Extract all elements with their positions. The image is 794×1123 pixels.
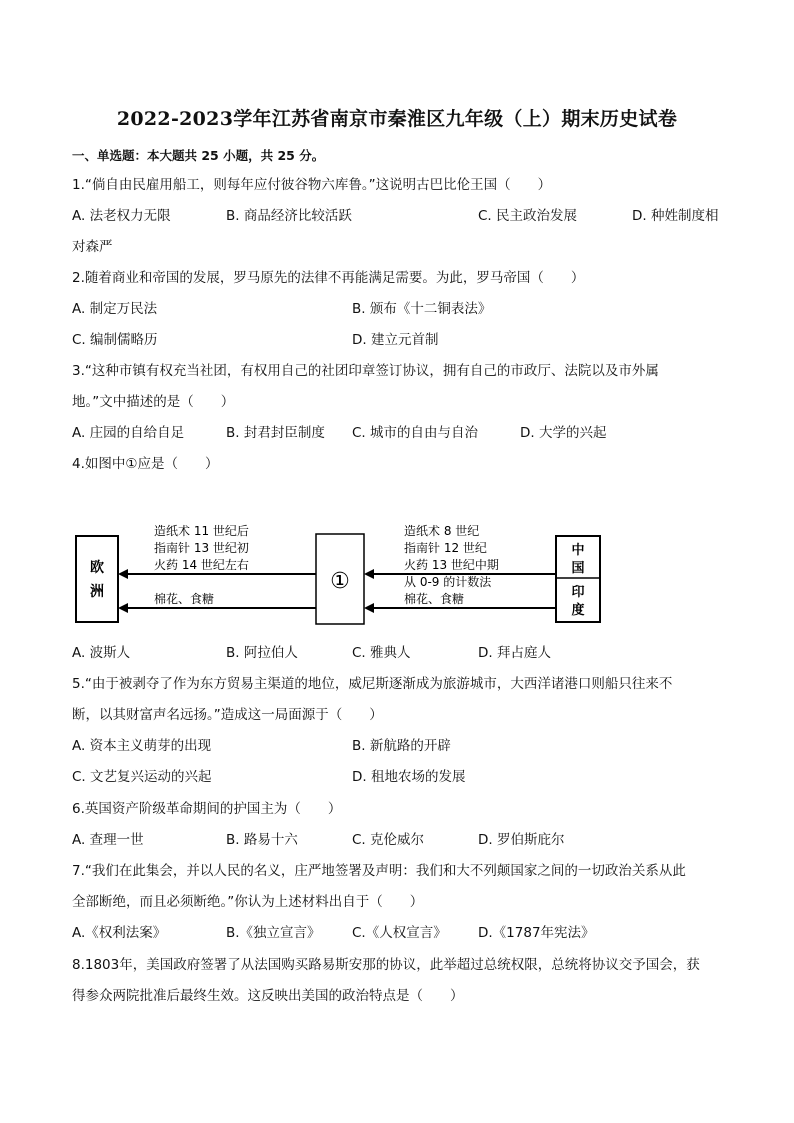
china-label-1: 中 — [571, 543, 585, 558]
europe-box — [76, 536, 118, 622]
q3-option-c[interactable]: C. 城市的自由与自治 — [352, 425, 479, 441]
q7-option-c[interactable]: C.《人权宣言》 — [352, 925, 447, 941]
q1-option-b[interactable]: B. 商品经济比较活跃 — [226, 208, 352, 224]
q5-option-d[interactable]: D. 租地农场的发展 — [352, 769, 466, 785]
question-3-stem-line-1: 3.“这种市镇有权充当社团，有权用自己的社团印章签订协议，拥有自己的市政厅、法院以及市外属 — [72, 363, 659, 379]
q3-option-b[interactable]: B. 封君封臣制度 — [226, 425, 325, 441]
europe-label-2: 洲 — [90, 584, 104, 600]
question-2-stem: 2.随着商业和帝国的发展，罗马原先的法律不再能满足需要。为此，罗马帝国（ ） — [72, 270, 585, 286]
question-3-stem-line-2: 地。”文中描述的是（ ） — [72, 394, 235, 410]
q1-option-d-continued: 对森严 — [72, 239, 113, 255]
exam-title: 2022-2023学年江苏省南京市秦淮区九年级（上）期末历史试卷 — [116, 108, 678, 130]
question-4-stem: 4.如图中①应是（ ） — [72, 456, 219, 472]
q5-option-a[interactable]: A. 资本主义萌芽的出现 — [72, 738, 212, 754]
question-5-stem-line-2: 断，以其财富声名远扬。”造成这一局面源于（ ） — [72, 707, 383, 723]
left-arrow-label-1: 造纸术 11 世纪后 — [154, 524, 249, 538]
q6-option-a[interactable]: A. 查理一世 — [72, 832, 144, 848]
q1-option-d[interactable]: D. 种姓制度相 — [632, 208, 719, 224]
q7-option-b[interactable]: B.《独立宣言》 — [226, 925, 321, 941]
china-label-2: 国 — [571, 561, 585, 576]
q6-option-c[interactable]: C. 克伦威尔 — [352, 832, 425, 848]
q2-option-d[interactable]: D. 建立元首制 — [352, 332, 439, 348]
question-6-stem: 6.英国资产阶级革命期间的护国主为（ ） — [72, 801, 342, 817]
q4-option-b[interactable]: B. 阿拉伯人 — [226, 645, 298, 661]
q6-option-b[interactable]: B. 路易十六 — [226, 832, 298, 848]
middle-box-label: ① — [330, 569, 350, 594]
q7-option-a[interactable]: A.《权利法案》 — [72, 925, 167, 941]
question-1-stem: 1.“倘自由民雇用船工，则每年应付彼谷物六库鲁。”这说明古巴比伦王国（ ） — [72, 177, 552, 193]
left-arrow-label-3: 火药 14 世纪左右 — [154, 558, 249, 572]
india-label-1: 印 — [571, 585, 585, 600]
q5-option-c[interactable]: C. 文艺复兴运动的兴起 — [72, 769, 212, 785]
right-arrow-lower-label: 棉花、食糖 — [404, 592, 465, 606]
q2-option-c[interactable]: C. 编制儒略历 — [72, 332, 158, 348]
q7-option-d[interactable]: D.《1787年宪法》 — [478, 925, 595, 941]
trade-diagram — [70, 510, 610, 630]
right-arrow-label-3: 火药 13 世纪中期 — [404, 558, 499, 572]
india-label-2: 度 — [571, 603, 585, 618]
question-7-stem-line-2: 全部断绝，而且必须断绝。”你认为上述材料出自于（ ） — [72, 894, 424, 910]
q3-option-d[interactable]: D. 大学的兴起 — [520, 425, 607, 441]
q4-option-c[interactable]: C. 雅典人 — [352, 645, 411, 661]
question-7-stem-line-1: 7.“我们在此集会，并以人民的名义，庄严地签署及声明：我们和大不列颠国家之间的一切政治关系从此 — [72, 863, 686, 879]
q5-option-b[interactable]: B. 新航路的开辟 — [352, 738, 451, 754]
section-heading: 一、单选题：本大题共 25 小题，共 25 分。 — [72, 148, 325, 163]
q1-option-a[interactable]: A. 法老权力无限 — [72, 208, 171, 224]
q2-option-a[interactable]: A. 制定万民法 — [72, 301, 158, 317]
right-arrow-label-1: 造纸术 8 世纪 — [404, 524, 480, 538]
q3-option-a[interactable]: A. 庄园的自给自足 — [72, 425, 185, 441]
right-arrow-label-2: 指南针 12 世纪 — [404, 541, 487, 555]
europe-label-1: 欧 — [90, 560, 104, 576]
right-arrow-label-4: 从 0-9 的计数法 — [404, 575, 492, 589]
q6-option-d[interactable]: D. 罗伯斯庇尔 — [478, 832, 565, 848]
q2-option-b[interactable]: B. 颁布《十二铜表法》 — [352, 301, 492, 317]
q4-option-a[interactable]: A. 波斯人 — [72, 645, 131, 661]
q4-option-d[interactable]: D. 拜占庭人 — [478, 645, 551, 661]
question-5-stem-line-1: 5.“由于被剥夺了作为东方贸易主渠道的地位，威尼斯逐渐成为旅游城市，大西洋诸港口则船只往来不 — [72, 676, 673, 692]
left-arrow-lower-label: 棉花、食糖 — [154, 592, 215, 606]
q1-option-c[interactable]: C. 民主政治发展 — [478, 208, 578, 224]
left-arrow-label-2: 指南针 13 世纪初 — [154, 541, 249, 555]
question-8-stem-line-2: 得参众两院批准后最终生效。这反映出美国的政治特点是（ ） — [72, 988, 464, 1004]
question-8-stem-line-1: 8.1803年，美国政府签署了从法国购买路易斯安那的协议，此举超过总统权限，总统将协议交予国会，获 — [72, 957, 700, 973]
